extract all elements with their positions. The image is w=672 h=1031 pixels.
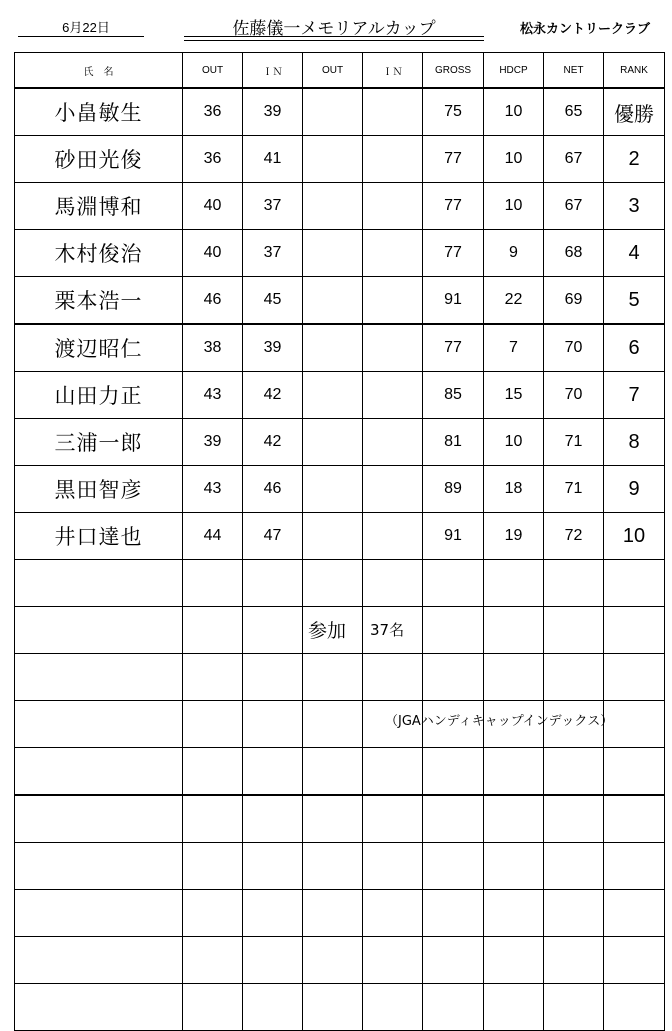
score-out2: [303, 419, 363, 466]
score-in: 37: [243, 183, 303, 230]
score-gross: 91: [423, 513, 484, 560]
score-out: 36: [183, 136, 243, 183]
empty-row: [15, 654, 665, 701]
score-net: 65: [544, 88, 604, 136]
table-row: [15, 88, 665, 136]
score-out2: [303, 324, 363, 372]
score-gross: 81: [423, 419, 484, 466]
table-row: [15, 324, 665, 372]
score-in2: [363, 88, 423, 136]
col-header-in: ＩＮ: [243, 53, 303, 89]
score-hdcp: 10: [484, 136, 544, 183]
score-rank: 8: [604, 419, 665, 466]
score-rank: 4: [604, 230, 665, 277]
score-in2: [363, 230, 423, 277]
col-header-hdcp: HDCP: [484, 53, 544, 89]
score-out: 40: [183, 183, 243, 230]
col-header-in2: ＩＮ: [363, 53, 423, 89]
score-in2: [363, 372, 423, 419]
score-in2: [363, 277, 423, 325]
score-rank: 7: [604, 372, 665, 419]
player-name: 渡辺昭仁: [15, 324, 183, 372]
title-underline-bottom: [184, 40, 484, 41]
score-hdcp: 9: [484, 230, 544, 277]
col-header-out2: OUT: [303, 53, 363, 89]
score-gross: 75: [423, 88, 484, 136]
title-underline-top: [184, 36, 484, 37]
score-out2: [303, 277, 363, 325]
score-gross: 77: [423, 324, 484, 372]
table-row: [15, 183, 665, 230]
score-rank: 2: [604, 136, 665, 183]
table-row: [15, 372, 665, 419]
header-row: [15, 53, 665, 89]
score-out2: [303, 88, 363, 136]
player-name: 砂田光俊: [15, 136, 183, 183]
score-in2: [363, 513, 423, 560]
table-row: [15, 419, 665, 466]
table-row: [15, 136, 665, 183]
score-net: 67: [544, 183, 604, 230]
score-hdcp: 10: [484, 88, 544, 136]
score-out2: [303, 466, 363, 513]
score-out2: [303, 372, 363, 419]
score-out: 39: [183, 419, 243, 466]
score-in: 39: [243, 324, 303, 372]
player-name: 木村俊治: [15, 230, 183, 277]
col-header-out: OUT: [183, 53, 243, 89]
score-in: 41: [243, 136, 303, 183]
score-rank: 6: [604, 324, 665, 372]
score-in2: [363, 419, 423, 466]
score-net: 69: [544, 277, 604, 325]
score-in2: [363, 136, 423, 183]
score-rank: 5: [604, 277, 665, 325]
col-header-gross: GROSS: [423, 53, 484, 89]
player-name: 三浦一郎: [15, 419, 183, 466]
score-net: 71: [544, 466, 604, 513]
empty-row: [15, 748, 665, 796]
score-in2: [363, 183, 423, 230]
score-in2: [363, 466, 423, 513]
score-in: 45: [243, 277, 303, 325]
score-hdcp: 10: [484, 419, 544, 466]
hdcp-note: （JGAハンディキャップインデックス）: [385, 714, 614, 729]
score-in2: [363, 324, 423, 372]
score-gross: 85: [423, 372, 484, 419]
score-net: 68: [544, 230, 604, 277]
score-gross: 89: [423, 466, 484, 513]
score-hdcp: 10: [484, 183, 544, 230]
player-name: 黒田智彦: [15, 466, 183, 513]
score-net: 67: [544, 136, 604, 183]
score-hdcp: 18: [484, 466, 544, 513]
score-hdcp: 22: [484, 277, 544, 325]
empty-row: [15, 795, 665, 843]
score-gross: 77: [423, 183, 484, 230]
table-row: [15, 513, 665, 560]
player-name: 山田力正: [15, 372, 183, 419]
table-row: [15, 466, 665, 513]
score-out: 44: [183, 513, 243, 560]
score-hdcp: 7: [484, 324, 544, 372]
empty-row: [15, 560, 665, 607]
score-out: 40: [183, 230, 243, 277]
event-title: 佐藤儀一メモリアルカップ: [232, 19, 436, 39]
score-out: 46: [183, 277, 243, 325]
score-in: 46: [243, 466, 303, 513]
score-rank: 3: [604, 183, 665, 230]
col-header-net: NET: [544, 53, 604, 89]
empty-row: [15, 843, 665, 890]
player-name: 栗本浩一: [15, 277, 183, 325]
score-out: 43: [183, 466, 243, 513]
player-name: 井口達也: [15, 513, 183, 560]
score-gross: 77: [423, 136, 484, 183]
table-row: [15, 230, 665, 277]
score-net: 71: [544, 419, 604, 466]
event-date: 6月22日: [62, 20, 110, 35]
empty-row: [15, 890, 665, 937]
score-in: 47: [243, 513, 303, 560]
score-gross: 91: [423, 277, 484, 325]
score-out: 38: [183, 324, 243, 372]
score-net: 70: [544, 324, 604, 372]
score-in: 39: [243, 88, 303, 136]
score-out2: [303, 136, 363, 183]
score-hdcp: 15: [484, 372, 544, 419]
participants-count: 37名: [370, 621, 405, 639]
score-rank: 10: [604, 513, 665, 560]
score-in: 42: [243, 419, 303, 466]
score-rank: 優勝: [604, 88, 665, 136]
score-out2: [303, 230, 363, 277]
score-table: [14, 52, 665, 1031]
club-name: 松永カントリークラブ: [520, 22, 651, 37]
score-net: 72: [544, 513, 604, 560]
score-in: 42: [243, 372, 303, 419]
score-gross: 77: [423, 230, 484, 277]
score-out: 43: [183, 372, 243, 419]
col-header-name: 氏 名: [15, 53, 183, 89]
empty-row: [15, 937, 665, 984]
player-name: 小畠敏生: [15, 88, 183, 136]
score-out: 36: [183, 88, 243, 136]
score-hdcp: 19: [484, 513, 544, 560]
score-rank: 9: [604, 466, 665, 513]
player-name: 馬淵博和: [15, 183, 183, 230]
empty-row: [15, 984, 665, 1031]
date-underline: [18, 36, 144, 37]
col-header-rank: RANK: [604, 53, 665, 89]
table-row: [15, 277, 665, 325]
score-out2: [303, 183, 363, 230]
score-net: 70: [544, 372, 604, 419]
score-in: 37: [243, 230, 303, 277]
score-out2: [303, 513, 363, 560]
participants-label: 参加: [308, 620, 347, 642]
